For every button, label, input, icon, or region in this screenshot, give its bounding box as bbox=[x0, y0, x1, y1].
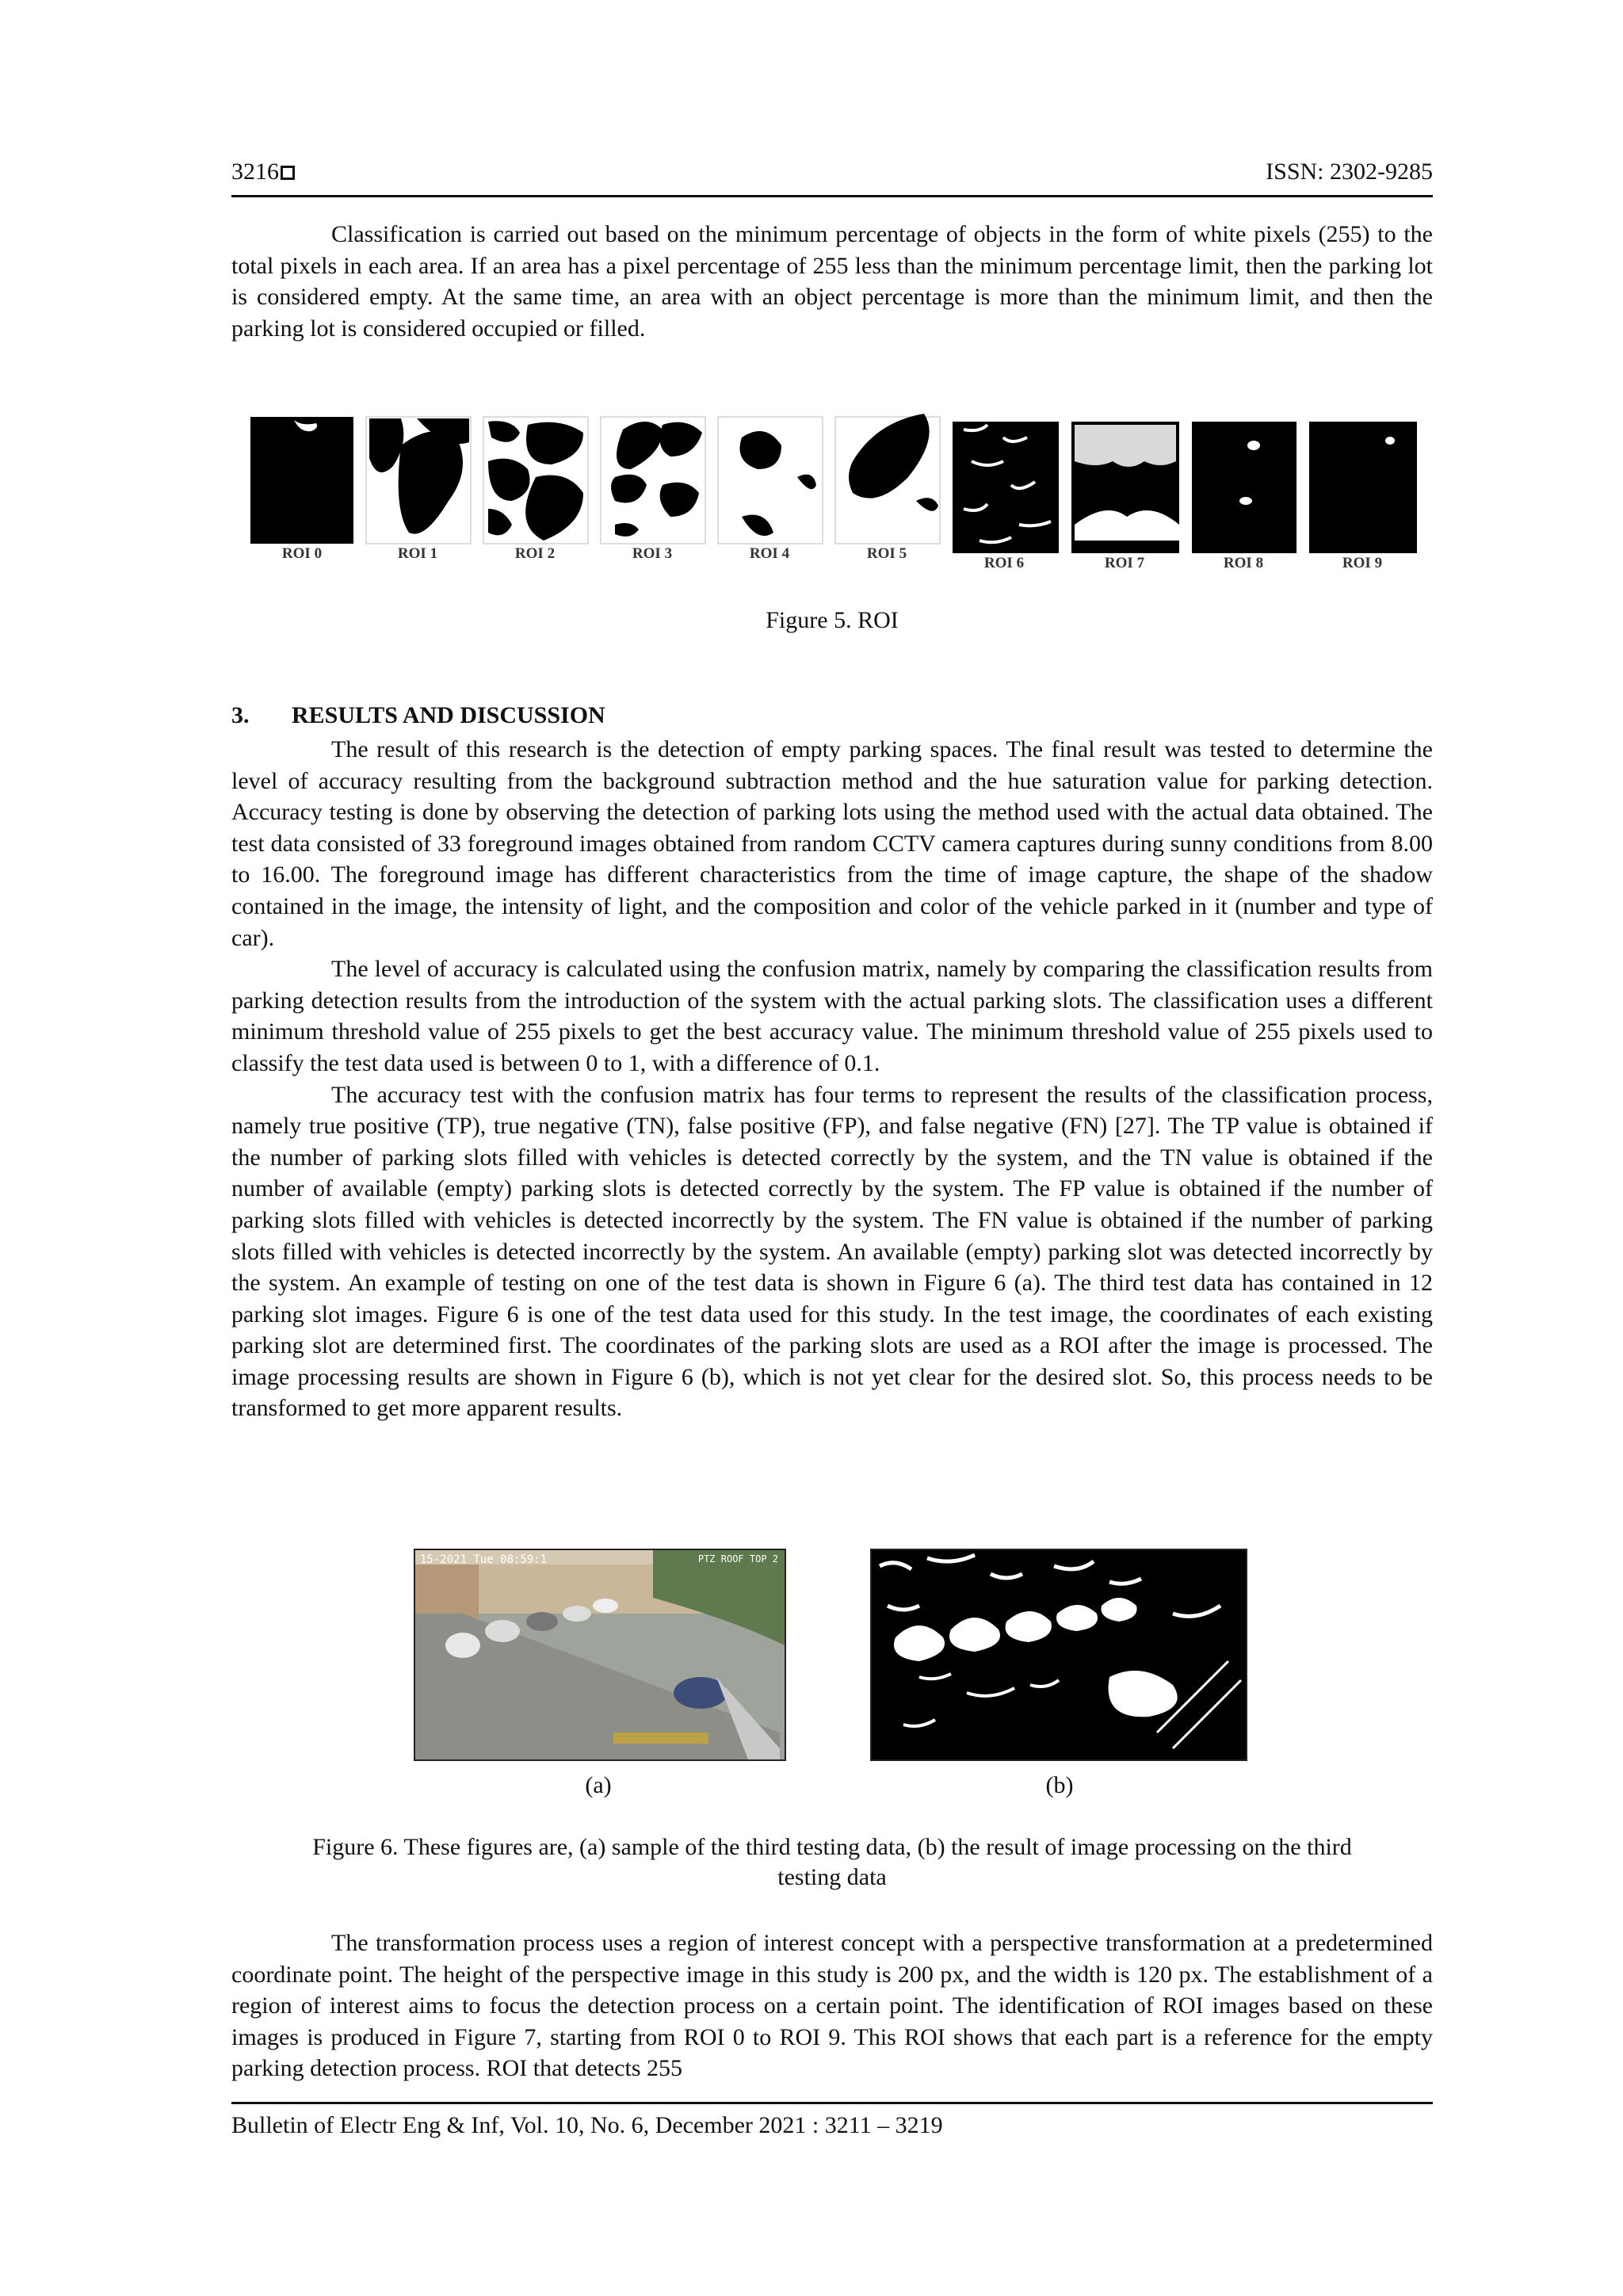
roi-label: ROI 4 bbox=[749, 545, 790, 562]
roi-label: ROI 8 bbox=[1223, 555, 1264, 571]
roi-label: ROI 3 bbox=[632, 545, 673, 562]
roi-label: ROI 1 bbox=[397, 545, 438, 562]
journal-citation: Bulletin of Electr Eng & Inf, Vol. 10, No. 6, December 2021 : 3211 – 3219 bbox=[231, 2112, 943, 2138]
figure-5-caption: Figure 5. ROI bbox=[766, 607, 899, 633]
figure-6b-label: (b) bbox=[1045, 1772, 1074, 1798]
roi-label: ROI 6 bbox=[983, 555, 1025, 571]
camera-label: PTZ ROOF TOP 2 bbox=[697, 1553, 778, 1564]
section-heading bbox=[231, 702, 605, 729]
figure-6a-label: (a) bbox=[585, 1772, 612, 1798]
figure-6-caption-line1: Figure 6. These figures are, (a) sample of the third testing data, (b) the result of image processing on the third bbox=[312, 1834, 1352, 1860]
figure-6a-image bbox=[414, 1549, 786, 1761]
page-footer bbox=[231, 2102, 1433, 2139]
figure-6-caption-line2: testing data bbox=[777, 1864, 887, 1890]
section-number: 3. bbox=[231, 702, 250, 728]
section-title: RESULTS AND DISCUSSION bbox=[292, 702, 605, 728]
camera-timestamp: 15-2021 Tue 08:59:1 bbox=[420, 1553, 548, 1566]
roi-label: ROI 7 bbox=[1104, 555, 1145, 571]
issn: ISSN: 2302-9285 bbox=[1266, 159, 1433, 185]
results-body bbox=[231, 734, 1433, 1424]
roi-label: ROI 5 bbox=[866, 545, 907, 562]
square-icon bbox=[281, 166, 295, 180]
paragraph-results-1: The result of this research is the detection of empty parking spaces. The final result was tested to determine the level of accuracy resulting from the background subtraction method and the hue saturation value for parking detection. Accuracy testing is done by observing the detection of parking lots using the method used with the actual data obtained. The test data consisted of 33 foreground images obtained from random CCTV camera captures during sunny conditions from 8.00 to 16.00. The foreground image has different characteristics from the time of image capture, the shape of the shadow contained in the image, the intensity of light, and the composition and color of the vehicle parked in it (number and type of car). bbox=[231, 736, 1433, 951]
paragraph-classification: Classification is carried out based on the minimum percentage of objects in the form of white pixels (255) to the total pixels in each area. If an area has a pixel percentage of 255 less than the minimum percentage limit, then the parking lot is considered empty. At the same time, an area with an object percentage is more than the minimum limit, and then the parking lot is considered occupied or filled. bbox=[231, 221, 1433, 342]
figure-6b-image bbox=[870, 1549, 1247, 1761]
parking-lot-photo bbox=[415, 1550, 785, 1759]
roi-label: ROI 0 bbox=[281, 545, 323, 562]
figure-5-roi-strip bbox=[250, 414, 1430, 572]
paragraph-results-2: The level of accuracy is calculated using the confusion matrix, namely by comparing the classification results from parking detection results from the introduction of the system with the actual parking slots. The classification uses a different minimum threshold value of 255 pixels to get the best accuracy value. The minimum threshold value of 255 pixels used to classify the test data used is between 0 to 1, with a difference of 0.1. bbox=[231, 956, 1433, 1076]
figure-6-caption bbox=[231, 1832, 1433, 1893]
page-header bbox=[231, 155, 1433, 197]
roi-label: ROI 9 bbox=[1342, 555, 1383, 571]
paragraph-transformation: The transformation process uses a region of interest concept with a perspective transformation at a predetermined coordinate point. The height of the perspective image in this study is 200 px, and the width is 120 px. The establishment of a region of interest aims to focus the detection process on a certain point. The identification of ROI images based on these images is produced in Figure 7, starting from ROI 0 to ROI 9. This ROI shows that each part is a reference for the empty parking detection process. ROI that detects 255 bbox=[231, 1930, 1433, 2082]
paragraph-results-3: The accuracy test with the confusion matrix has four terms to represent the results of the classification process, namely true positive (TP), true negative (TN), false positive (FP), and false negative (FN) [27]. The TP value is obtained if the number of parking slots filled with vehicles is detected correctly by the system, and the TN value is obtained if the number of available (empty) parking slots is detected correctly by the system. The FP value is obtained if the number of parking slots filled with vehicles is detected incorrectly by the system. The FN value is obtained if the number of parking slots filled with vehicles is detected incorrectly by the system. An available (empty) parking slot was detected incorrectly by the system. An example of testing on one of the test data is shown in Figure 6 (a). The third test data has contained in 12 parking slot images. Figure 6 is one of the test data used for this study. In the test image, the coordinates of each existing parking slot are determined first. The coordinates of the parking slots are used as a ROI after the image is processed. The image processing results are shown in Figure 6 (b), which is not yet clear for the desired slot. So, this process needs to be transformed to get more apparent results. bbox=[231, 1081, 1433, 1422]
roi-label: ROI 2 bbox=[514, 545, 556, 562]
processed-binary-image bbox=[872, 1550, 1246, 1759]
page-number: 3216 bbox=[231, 159, 295, 185]
